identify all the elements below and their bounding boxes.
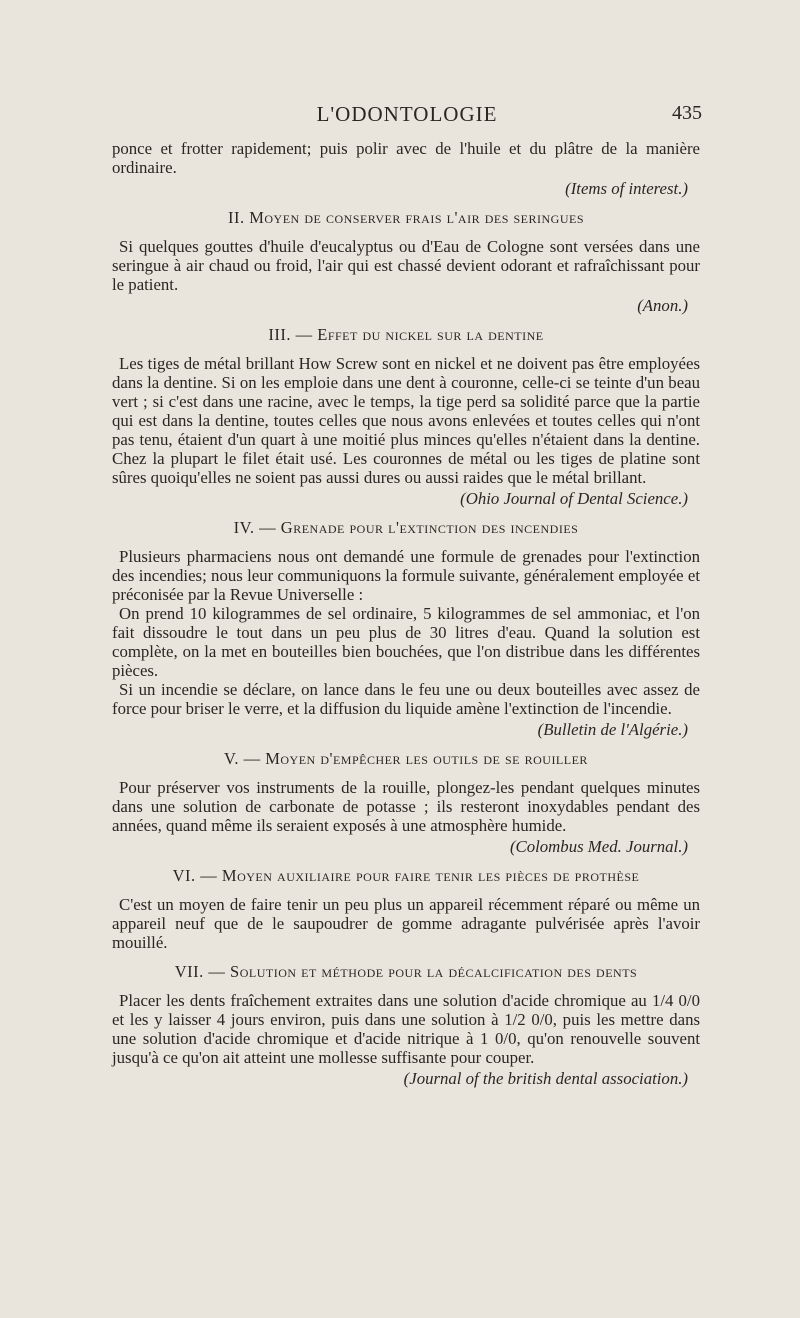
source-citation <box>112 1069 700 1088</box>
paragraph: ponce et frotter rapidement; puis polir avec de l'huile et du plâtre de la manière ordinaire. <box>112 139 700 177</box>
citation-text: (Bulletin de l'Algérie.) <box>537 720 688 739</box>
citation-text: (Ohio Journal of Dental Science.) <box>460 489 688 508</box>
source-citation <box>112 296 700 315</box>
journal-title: L'ODONTOLOGIE <box>316 102 498 126</box>
citation-text: (Colombus Med. Journal.) <box>509 837 688 856</box>
paragraph: Si un incendie se déclare, on lance dans le feu une ou deux bouteilles avec assez de force pour briser le verre, et la diffusion du liquide amène l'extinction de l'incendie. <box>112 680 700 718</box>
section-heading: III. — Effet du nickel sur la dentine <box>268 325 544 344</box>
citation-text: (Journal of the british dental association.) <box>403 1069 688 1088</box>
citation-text: (Items of interest.) <box>565 179 688 198</box>
paragraph: On prend 10 kilogrammes de sel ordinaire, 5 kilogrammes de sel ammoniac, et l'on fait dissoudre le tout dans un peu plus de 30 litres d'eau. Quand la solution est complète, on la met en bouteilles bien bouchées, que l'on distribue dans les différentes pièces. <box>112 604 700 680</box>
section-heading: VII. — Solution et méthode pour la décalcification des dents <box>174 962 638 981</box>
section-heading: V. — Moyen d'empêcher les outils de se rouiller <box>224 749 588 768</box>
section-heading: II. Moyen de conserver frais l'air des seringues <box>227 208 585 227</box>
section-heading: VI. — Moyen auxiliaire pour faire tenir les pièces de prothèse <box>172 866 640 885</box>
paragraph: Pour préserver vos instruments de la rouille, plongez-les pendant quelques minutes dans une solution de carbonate de potasse ; ils resteront inoxydables pendant des années, quand même ils seraient exposés à une atmosphère humide. <box>112 778 700 835</box>
section-heading: IV. — Grenade pour l'extinction des incendies <box>233 518 579 537</box>
source-citation <box>112 489 700 508</box>
paragraph: Placer les dents fraîchement extraites dans une solution d'acide chromique au 1/4 0/0 et les y laisser 4 jours environ, puis dans une solution à 1/2 0/0, puis les mettre dans une solution d'acide chromique et d'acide nitrique à 1 0/0, qu'on renouvelle souvent jusqu'à ce qu'on ait atteint une mollesse suffisante pour couper. <box>112 991 700 1067</box>
article-body <box>112 139 700 1088</box>
citation-text: (Anon.) <box>637 296 688 315</box>
running-head <box>112 102 702 130</box>
source-citation <box>112 179 700 198</box>
source-citation <box>112 720 700 739</box>
paragraph: Les tiges de métal brillant How Screw sont en nickel et ne doivent pas être employées dans la dentine. Si on les emploie dans une dent à couronne, celle-ci se teinte d'un beau vert ; si c'est dans une racine, avec le temps, la tige perd sa solidité parce que la partie qui est dans la dentine, toutes celles que nous avons enlevées et toutes celles qui n'ont pas tenu, étaient d'un quart à une moitié plus minces qu'elles n'étaient dans la dentine. Chez la plupart le filet était usé. Les couronnes de métal ou les tiges de platine sont sûres quoiqu'elles ne soient pas aussi dures ou aussi raides que le métal brillant. <box>112 354 700 487</box>
paragraph: Plusieurs pharmaciens nous ont demandé une formule de grenades pour l'extinction des incendies; nous leur communiquons la formule suivante, généralement employée et préconisée par la Revue Universelle : <box>112 547 700 604</box>
page-number: 435 <box>672 102 702 124</box>
paragraph: Si quelques gouttes d'huile d'eucalyptus ou d'Eau de Cologne sont versées dans une seringue à air chaud ou froid, l'air qui est chassé devient odorant et rafraîchissant pour le patient. <box>112 237 700 294</box>
paragraph: C'est un moyen de faire tenir un peu plus un appareil récemment réparé ou même un appareil neuf que de le saupoudrer de gomme adragante pulvérisée après l'avoir mouillé. <box>112 895 700 952</box>
source-citation <box>112 837 700 856</box>
